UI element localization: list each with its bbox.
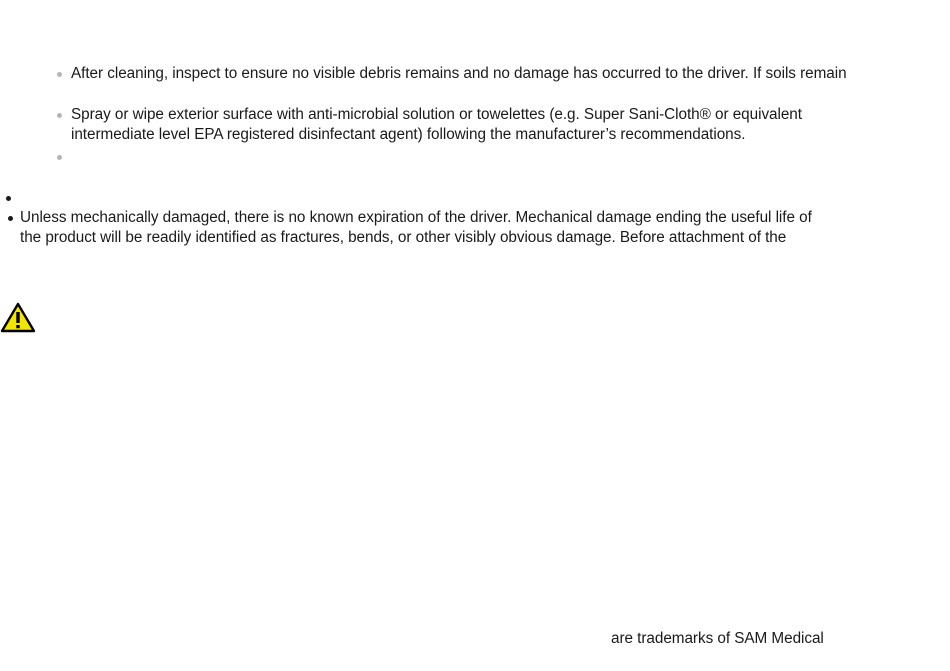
list-bullet xyxy=(57,113,62,118)
trademark-text: are trademarks of SAM Medical xyxy=(611,630,824,647)
list-bullet xyxy=(57,155,62,160)
list-bullet xyxy=(8,216,13,221)
main-list-item-2-line-1: Unless mechanically damaged, there is no known expiration of the driver. Mechanical damage ending the useful life of xyxy=(20,209,812,226)
sub-list-item-2-line-2: intermediate level EPA registered disinfectant agent) following the manufacturer’s recommendations. xyxy=(71,126,746,143)
warning-triangle-icon xyxy=(0,302,36,333)
list-bullet xyxy=(57,72,62,77)
list-bullet xyxy=(6,196,11,201)
main-list-item-2-line-2: the product will be readily identified as fractures, bends, or other visibly obvious damage. Before attachment of the xyxy=(20,229,787,246)
sub-list-item-1-line-1: After cleaning, inspect to ensure no visible debris remains and no damage has occurred to the driver. If soils remain xyxy=(71,65,847,82)
sub-list-item-2-line-1: Spray or wipe exterior surface with anti-microbial solution or towelettes (e.g. Super Sani-Cloth® or equivalent xyxy=(71,106,802,123)
